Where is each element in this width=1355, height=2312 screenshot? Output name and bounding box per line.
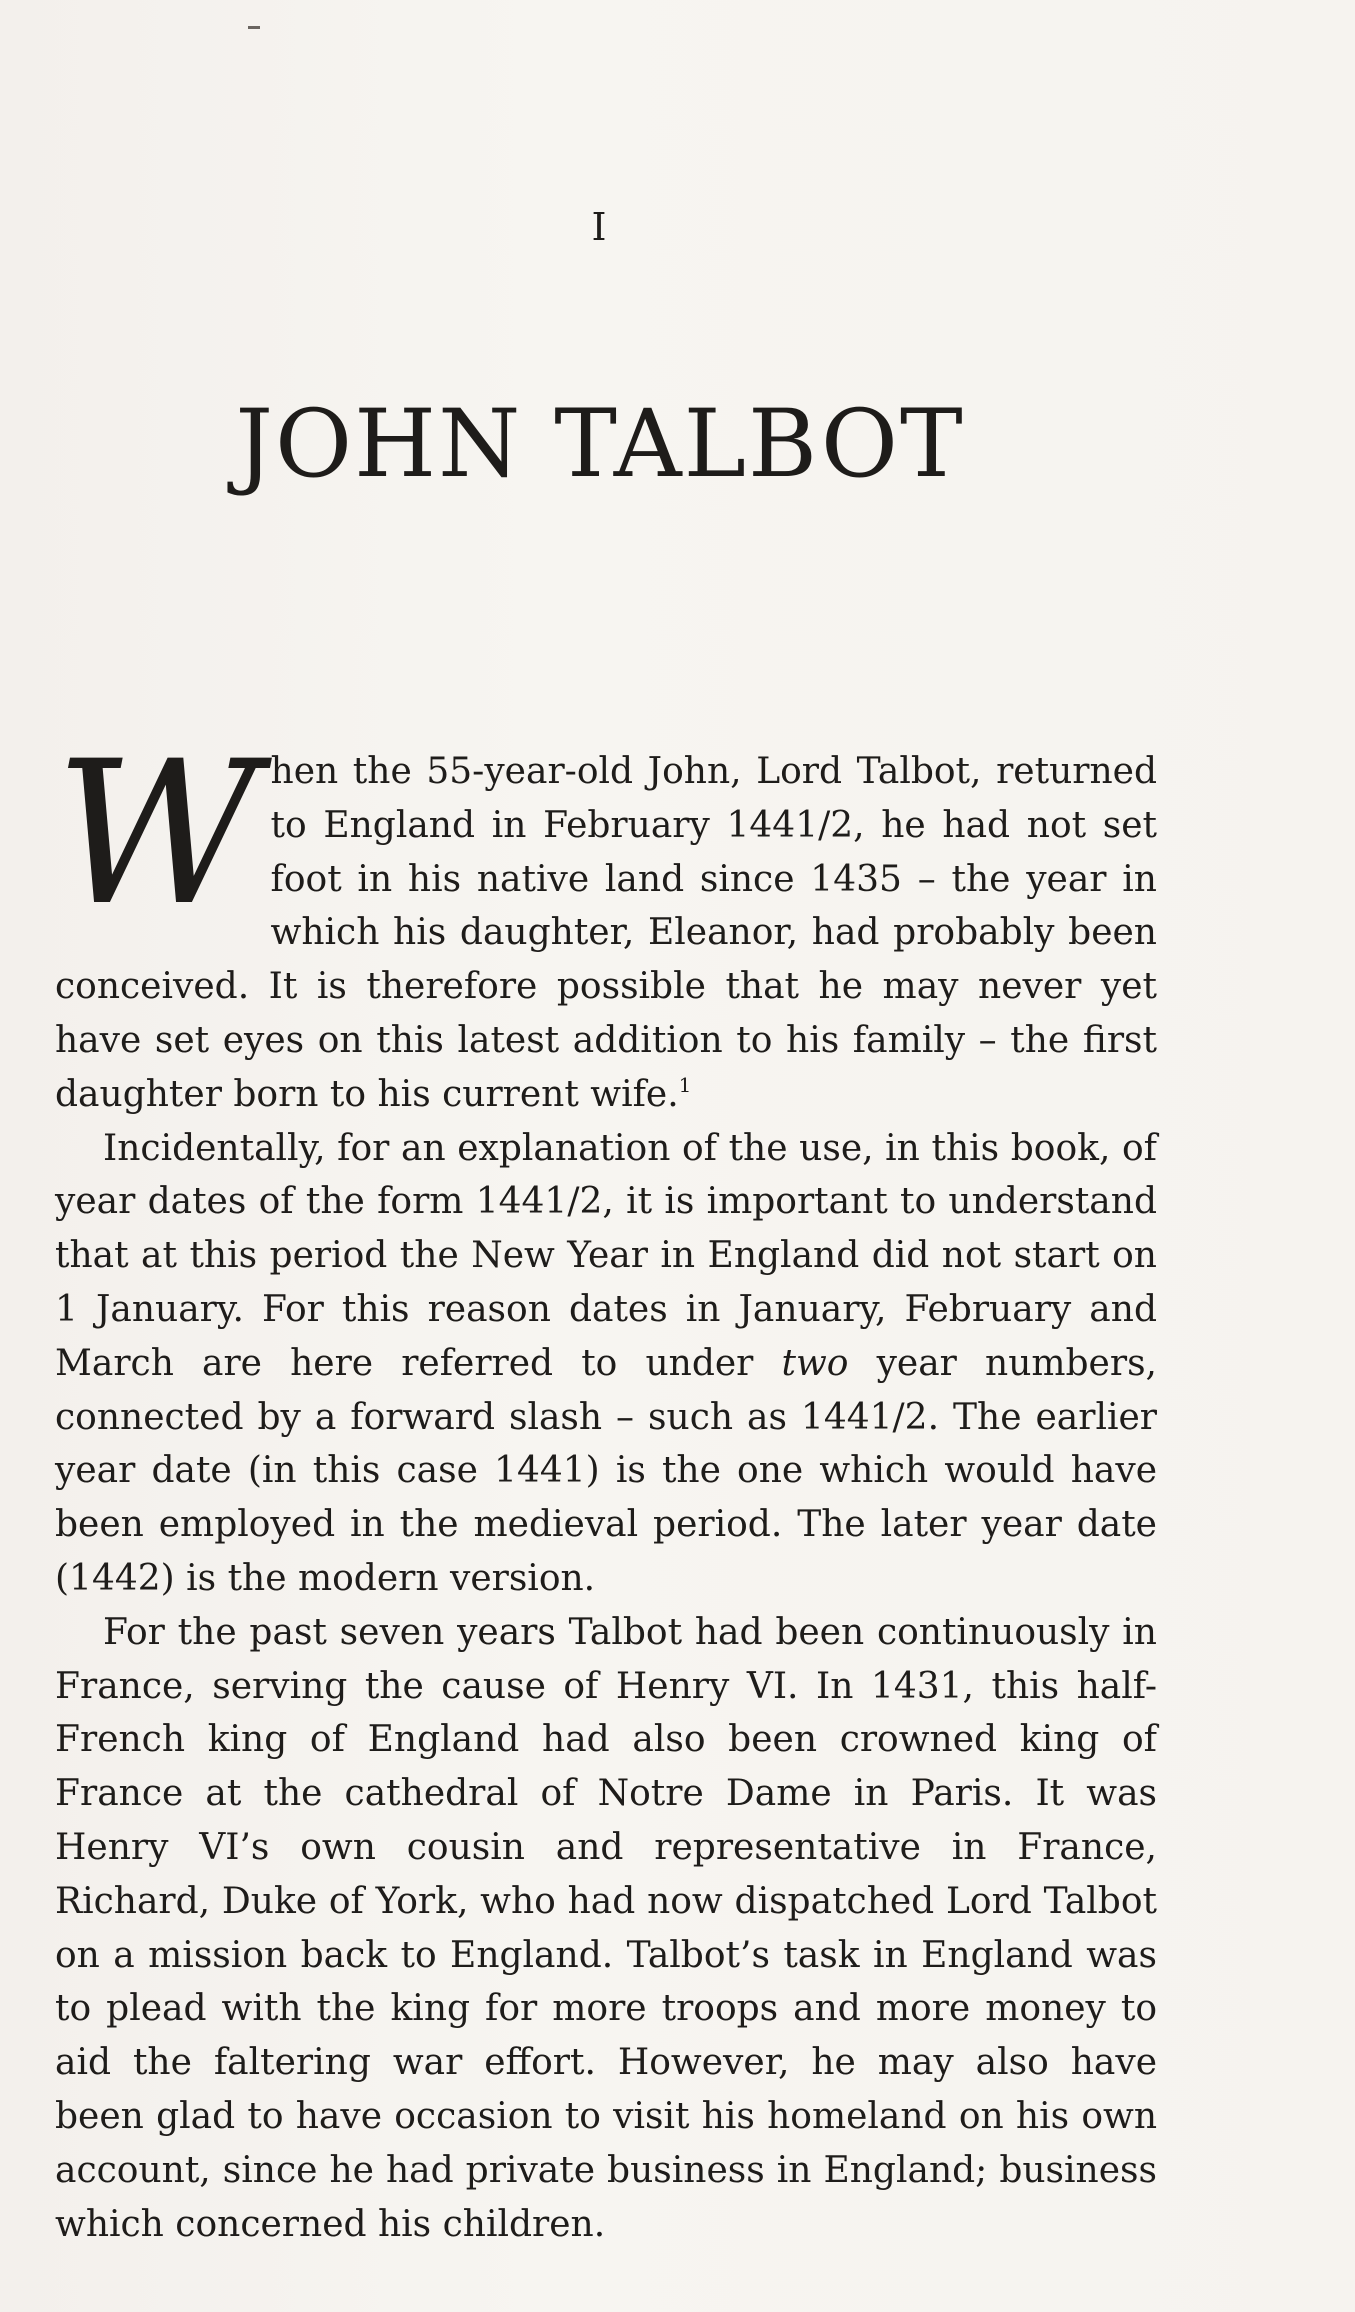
paragraph-1-text: hen the 55-year-old John, Lord Talbot, returned to England in February 1441/2, he had not set foot in his native land since 1435 – the year in which his daughter, Eleanor, had probably been conceived. It is therefore possible that he may never yet have set eyes on this latest addition to his family – the first daughter born to his current wife.	[55, 751, 1157, 1115]
paragraph-2-italic: two	[781, 1342, 849, 1384]
paragraph-1	[55, 718, 1157, 1122]
paragraph-2	[55, 1122, 1157, 1606]
chapter-title: JOHN TALBOT	[235, 390, 965, 499]
drop-cap: W	[55, 718, 259, 949]
chapter-number: I	[591, 205, 609, 249]
chapter-body	[55, 718, 1157, 2251]
paragraph-2-text-b: year numbers, connected by a forward slash – such as 1441/2. The earlier year date (in this case 1441) is the one which would have been employed in the medieval period. The later year date (1442) is the modern version.	[55, 1342, 1157, 1599]
paragraph-3: For the past seven years Talbot had been continuously in France, serving the cause of Henry VI. In 1431, this half-French king of England had also been crowned king of France at the cathedral of Notre Dame in Paris. It was Henry VI’s own cousin and representative in France, Richard, Duke of York, who had now dispatched Lord Talbot on a mission back to England. Talbot’s task in England was to plead with the king for more troops and more money to aid the faltering war effort. However, he may also have been glad to have occasion to visit his homeland on his own account, since he had private business in England; business which concerned his children.	[55, 1611, 1157, 2245]
footnote-marker[interactable]: 1	[678, 1072, 692, 1097]
page-mark	[248, 26, 260, 29]
paragraph-2-text-a: Incidentally, for an explanation of the use, in this book, of year dates of the form 1441/2, it is important to understand that at this period the New Year in England did not start on 1 January. For this reason dates in January, February and March are here referred to under	[55, 1127, 1157, 1384]
